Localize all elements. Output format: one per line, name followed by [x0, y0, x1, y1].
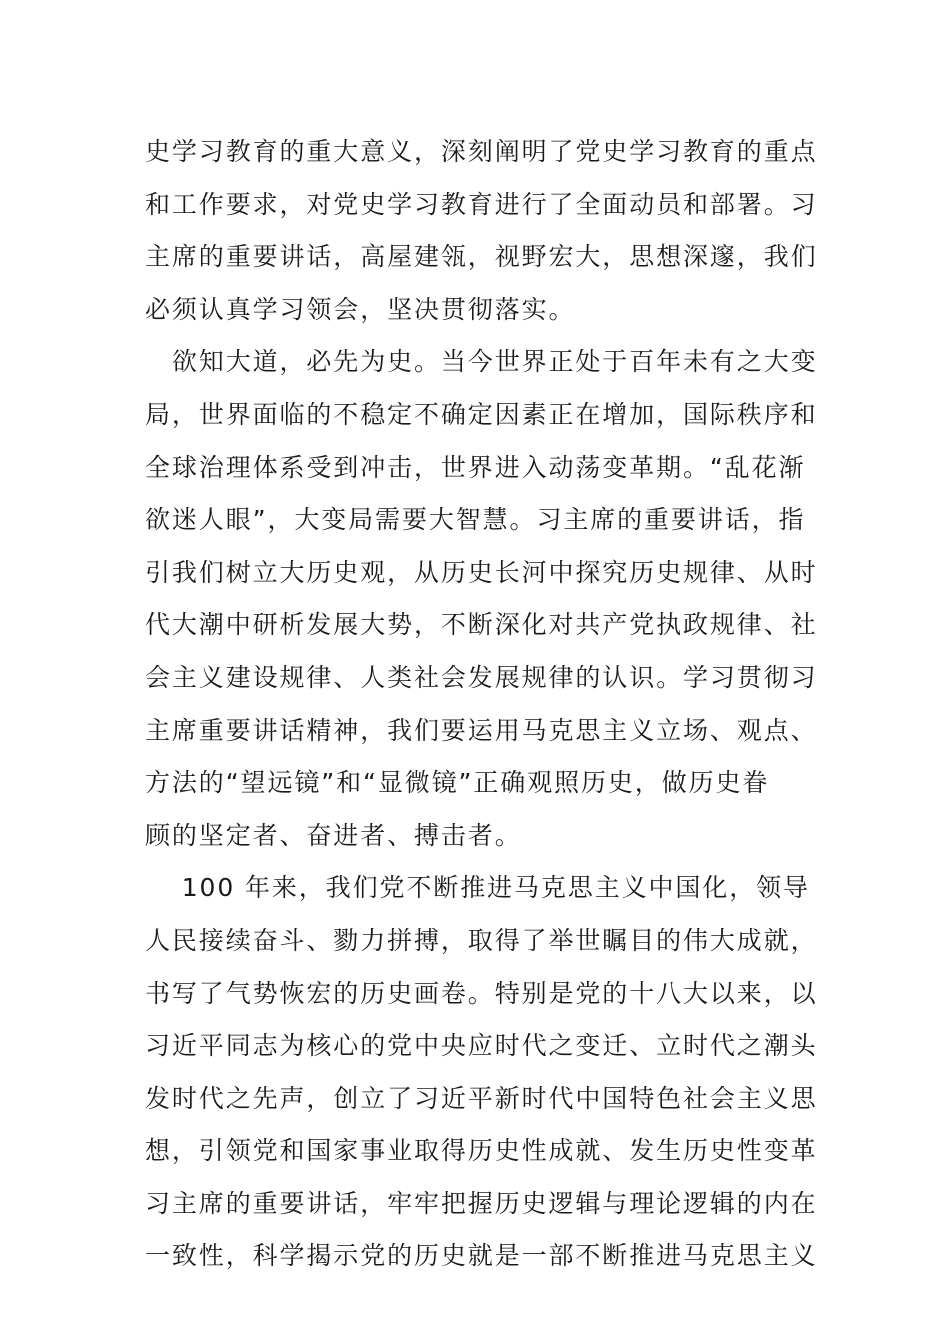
text-line: 发时代之先声，创立了习近平新时代中国特色社会主义思 [145, 1083, 818, 1113]
paragraph-start-line: 欲知大道，必先为史。当今世界正处于百年未有之大变 [145, 347, 818, 377]
text-line: 习主席的重要讲话，牢牢把握历史逻辑与理论逻辑的内在 [145, 1188, 818, 1218]
text-line: 主席重要讲话精神，我们要运用马克思主义立场、观点、 [145, 715, 818, 745]
text-line: 习近平同志为核心的党中央应时代之变迁、立时代之潮头 [145, 1031, 818, 1061]
text-line: 主席的重要讲话，高屋建瓴，视野宏大，思想深邃，我们 [145, 242, 818, 272]
text-line: 局，世界面临的不稳定不确定因素正在增加，国际秩序和 [145, 399, 818, 429]
text-line: 想，引领党和国家事业取得历史性成就、发生历史性变革 [145, 1136, 818, 1166]
text-line: 和工作要求，对党史学习教育进行了全面动员和部署。习 [145, 189, 818, 219]
text-line: 书写了气势恢宏的历史画卷。特别是党的十八大以来，以 [145, 978, 818, 1008]
text-line: 顾的坚定者、奋进者、搏击者。 [145, 820, 522, 850]
text-line: 全球治理体系受到冲击，世界进入动荡变革期。“乱花渐 [145, 452, 806, 482]
text-line: 方法的“望远镜”和“显微镜”正确观照历史，做历史眷 [145, 768, 770, 798]
text-line: 史学习教育的重大意义，深刻阐明了党史学习教育的重点 [145, 137, 818, 166]
text-line: 引我们树立大历史观，从历史长河中探究历史规律、从时 [145, 557, 818, 587]
text-line: 一致性，科学揭示党的历史就是一部不断推进马克思主义 [145, 1241, 818, 1271]
paragraph-start-line: 100 年来，我们党不断推进马克思主义中国化，领导 [145, 873, 810, 903]
text-line: 必须认真学习领会，坚决贯彻落实。 [145, 294, 576, 324]
text-line: 代大潮中研析发展大势，不断深化对共产党执政规律、社 [145, 610, 818, 640]
document-body [145, 126, 818, 1283]
text-line: 欲迷人眼”，大变局需要大智慧。习主席的重要讲话，指 [145, 505, 806, 535]
text-line: 人民接续奋斗、勠力拼搏，取得了举世瞩目的伟大成就， [145, 925, 818, 955]
text-line: 会主义建设规律、人类社会发展规律的认识。学习贯彻习 [145, 662, 818, 692]
